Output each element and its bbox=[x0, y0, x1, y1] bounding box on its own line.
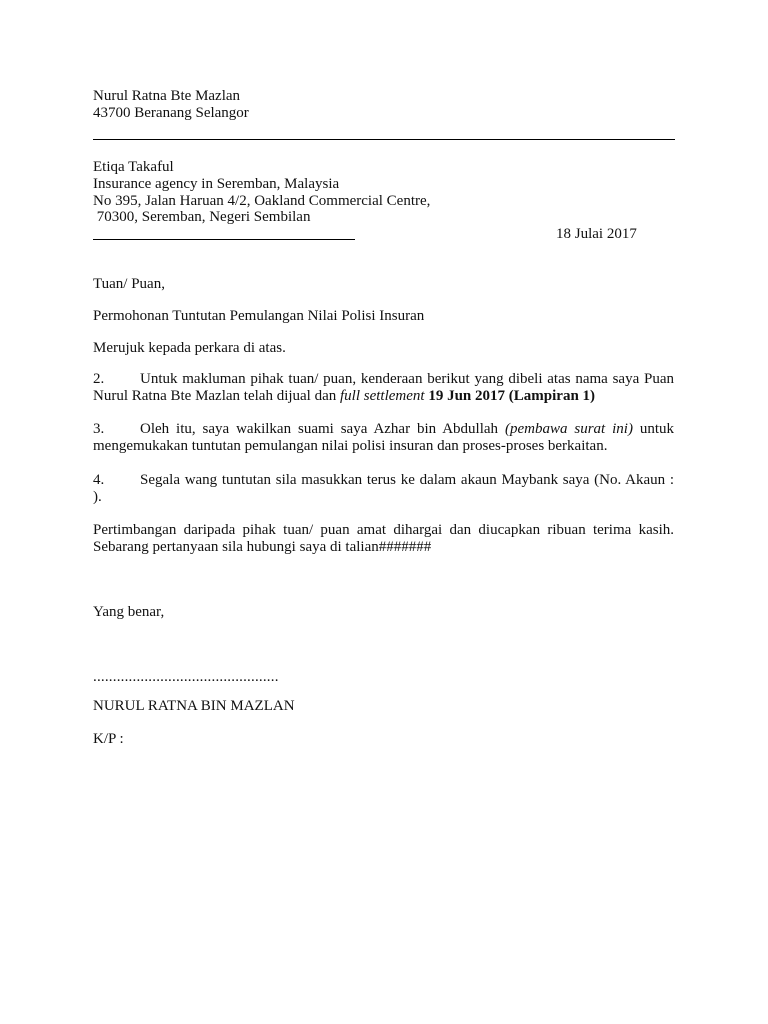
recipient-underline bbox=[93, 239, 355, 240]
paragraph-3-number: 3. bbox=[93, 421, 105, 437]
signature-line: ............................................... bbox=[93, 669, 279, 685]
sender-name: Nurul Ratna Bte Mazlan bbox=[93, 88, 241, 104]
paragraph-2 bbox=[93, 371, 674, 405]
paragraph-4-number: 4. bbox=[93, 472, 105, 488]
letter-date: 18 Julai 2017 bbox=[556, 226, 637, 242]
recipient-address-line-1: No 395, Jalan Haruan 4/2, Oakland Commercial Centre, bbox=[93, 193, 431, 209]
subject-line: Permohonan Tuntutan Pemulangan Nilai Polisi Insuran bbox=[93, 308, 425, 324]
signer-name: NURUL RATNA BIN MAZLAN bbox=[93, 698, 295, 714]
reference-line: Merujuk kepada perkara di atas. bbox=[93, 340, 286, 356]
header-divider bbox=[93, 139, 675, 140]
paragraph-2-number: 2. bbox=[93, 371, 105, 387]
recipient-description: Insurance agency in Seremban, Malaysia bbox=[93, 176, 340, 192]
paragraph-3 bbox=[93, 421, 674, 455]
paragraph-2-italic: full settlement bbox=[340, 388, 425, 404]
sign-off: Yang benar, bbox=[93, 604, 165, 620]
paragraph-2-text: Untuk makluman pihak tuan/ puan, kenderaan berikut yang dibeli atas nama saya Puan Nurul Ratna Bte Mazlan telah dijual dan bbox=[93, 371, 674, 404]
paragraph-4-text: Segala wang tuntutan sila masukkan terus ke dalam akaun Maybank saya (No. Akaun : ). bbox=[93, 472, 674, 505]
recipient-name: Etiqa Takaful bbox=[93, 159, 174, 175]
salutation: Tuan/ Puan, bbox=[93, 276, 165, 292]
closing-paragraph: Pertimbangan daripada pihak tuan/ puan amat dihargai dan diucapkan ribuan terima kasih. Sebarang pertanyaan sila hubungi saya di talian####### bbox=[93, 522, 674, 555]
paragraph-3-italic: (pembawa surat ini) bbox=[504, 421, 633, 437]
id-number-label: K/P : bbox=[93, 731, 124, 747]
sender-address: 43700 Beranang Selangor bbox=[93, 105, 249, 121]
paragraph-4 bbox=[93, 472, 674, 506]
paragraph-2-bold: 19 Jun 2017 (Lampiran 1) bbox=[428, 388, 596, 404]
paragraph-3-text-a: Oleh itu, saya wakilkan suami saya Azhar bin Abdullah bbox=[140, 421, 499, 437]
recipient-address-line-2: 70300, Seremban, Negeri Sembilan bbox=[93, 209, 311, 225]
paragraph-3-text-b: untuk mengemukakan tuntutan pemulangan nilai polisi insuran dan proses-proses berkaitan. bbox=[93, 421, 675, 454]
